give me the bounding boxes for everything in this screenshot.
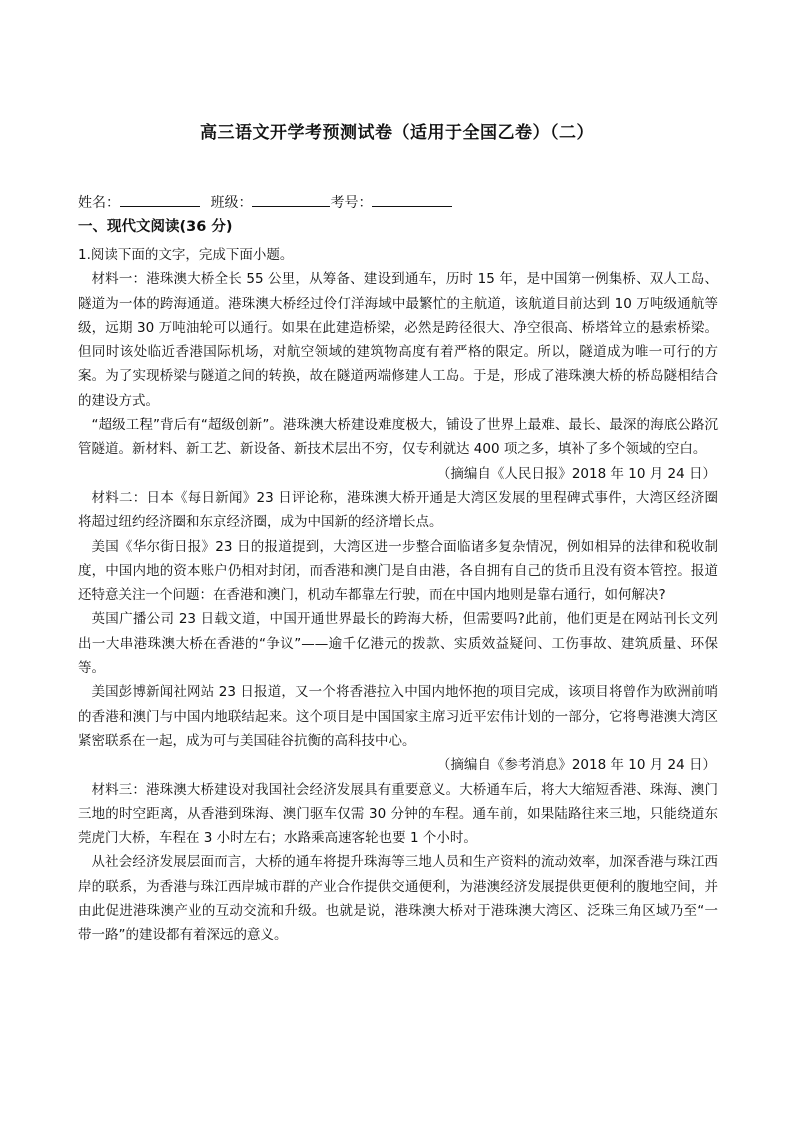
material-2-paragraph-2: 美国《华尔街日报》23 日的报道提到，大湾区进一步整合面临诸多复杂情况，例如相异的法律和税收制度，中国内地的资本账户仍相对封闭，而香港和澳门是自由港，各自拥有自己的货币且没有资本管控。报道还特意关注一个问题：在香港和澳门，机动车都靠左行驶，而在中国内地则是靠右通行，如何解决? (78, 538, 718, 604)
material-2-paragraph-1: 材料二：日本《每日新闻》23 日评论称，港珠澳大桥开通是大湾区发展的里程碑式事件，大湾区经济圈将超过纽约经济圈和东京经济圈，成为中国新的经济增长点。 (78, 489, 718, 531)
page-title: 高三语文开学考预测试卷（适用于全国乙卷）（二） (200, 123, 594, 143)
material-2-source: （摘编自《参考消息》2018 年 10 月 24 日） (436, 757, 716, 774)
material-3-paragraph-1: 材料三：港珠澳大桥建设对我国社会经济发展具有重要意义。大桥通车后，将大大缩短香港、珠海、澳门三地的时空距离，从香港到珠海、澳门驱车仅需 30 分钟的车程。通车前，如果陆路往来三地，只能绕道东莞虎门大桥，车程在 3 小时左右；水路乘高速客轮也要 1 个小时。 (78, 781, 718, 847)
name-blank (120, 192, 200, 207)
material-2-paragraph-3: 英国广播公司 23 日载文道，中国开通世界最长的跨海大桥，但需要吗?此前，他们更是在网站刊长文列出一大串港珠澳大桥在香港的“争议”——逾千亿港元的拨款、实质效益疑问、工伤事故、建筑质量、环保等。 (78, 611, 718, 677)
exam-no-label: 考号： (330, 195, 373, 211)
material-1-source: （摘编自《人民日报》2018 年 10 月 24 日） (436, 465, 716, 482)
name-label: 姓名： (78, 195, 120, 211)
class-label: 班级： (210, 195, 253, 211)
question-intro: 1.阅读下面的文字，完成下面小题。 (78, 247, 294, 263)
material-1-paragraph-1: 材料一：港珠澳大桥全长 55 公里，从筹备、建设到通车，历时 15 年，是中国第一例集桥、双人工岛、隧道为一体的跨海通道。港珠澳大桥经过伶仃洋海域中最繁忙的主航道，该航道目前达到 10 万吨级通航等级，远期 30 万吨油轮可以通行。如果在此建造桥梁，必然是跨径很大、净空很高、桥塔耸立的悬索桥梁。但同时该处临近香港国际机场，对航空领域的建筑物高度有着严格的限定。所以，隧道成为唯一可行的方案。为了实现桥梁与隧道之间的转换，故在隧道两端修建人工岛。于是，形成了港珠澳大桥的桥岛隧相结合的建设方式。 (78, 271, 718, 409)
material-2-paragraph-4: 美国彭博新闻社网站 23 日报道，又一个将香港拉入中国内地怀抱的项目完成，该项目将曾作为欧洲前哨的香港和澳门与中国内地联结起来。这个项目是中国国家主席习近平宏伟计划的一部分，它将粤港澳大湾区紧密联系在一起，成为可与美国硅谷抗衡的高科技中心。 (78, 684, 718, 749)
class-blank (252, 192, 330, 207)
reading-content (78, 243, 718, 948)
material-3-paragraph-2: 从社会经济发展层面而言，大桥的通车将提升珠海等三地人员和生产资料的流动效率，加深香港与珠江西岸的联系，为香港与珠江西岸城市群的产业合作提供交通便利，为港澳经济发展提供更便利的腹地空间，并由此促进港珠澳产业的互动交流和升级。也就是说，港珠澳大桥对于港珠澳大湾区、泛珠三角区域乃至“一带一路”的建设都有着深远的意义。 (78, 854, 718, 944)
section-heading: 一、现代文阅读(36 分) (78, 219, 233, 235)
exam-no-blank (372, 192, 452, 207)
student-info-row (78, 192, 452, 212)
material-1-paragraph-2: “超级工程”背后有“超级创新”。港珠澳大桥建设难度极大，铺设了世界上最难、最长、最深的海底公路沉管隧道。新材料、新工艺、新设备、新技术层出不穷，仅专利就达 400 项之多，填补了多个领域的空白。 (78, 417, 718, 458)
